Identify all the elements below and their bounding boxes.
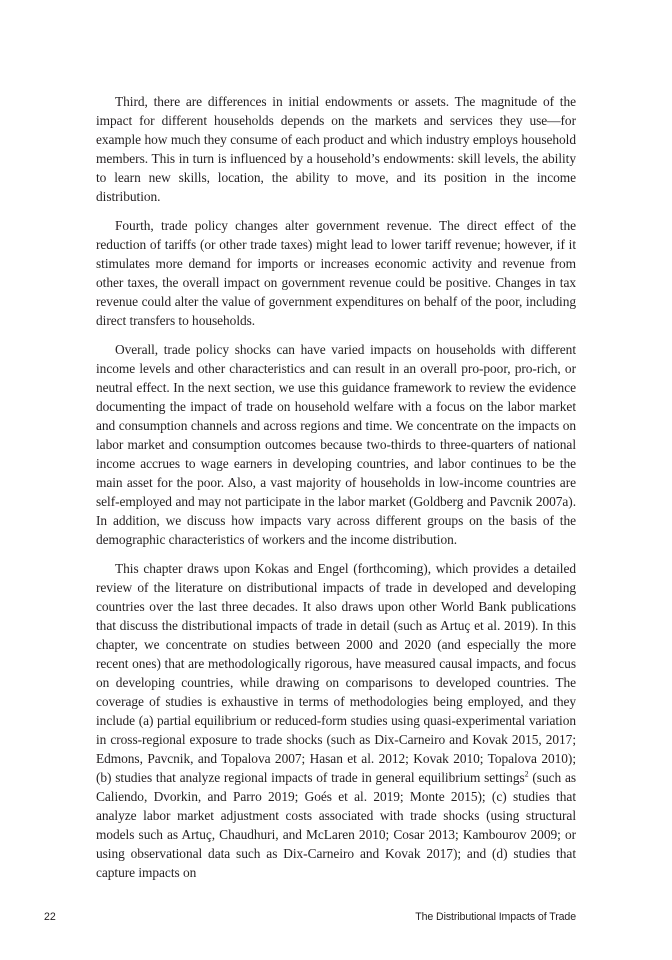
paragraph-government-revenue: Fourth, trade policy changes alter government revenue. The direct effect of the reduction of tariffs (or other trade taxes) might lead to lower tariff revenue; however, if it stimulates more demand for imports or increases economic activity and revenue from other taxes, the overall impact on government revenue could be positive. Changes in tax revenue could alter the value of government expenditures on behalf of the poor, including direct transfers to households. [96, 218, 576, 328]
body-text [96, 92, 576, 892]
paragraph-endowments: Third, there are differences in initial endowments or assets. The magnitude of the impact for different households depends on the markets and services they use—for example how much they consume of each product and which industry employs household members. This in turn is influenced by a household’s endowments: skill levels, the ability to learn new skills, location, the ability to move, and its position in the income distribution. [96, 94, 576, 204]
page-footer [40, 911, 576, 925]
running-title: The Distributional Impacts of Trade [415, 911, 576, 923]
paragraph-chapter-scope-text: This chapter draws upon Kokas and Engel (forthcoming), which provides a detailed review of the literature on distributional impacts of trade in developed and developing countries over the last three decades. It also draws upon other World Bank publications that discuss the distributional impacts of trade in detail (such as Artuç et al. 2019). In this chapter, we concentrate on studies between 2000 and 2020 (and especially the more recent ones) that are methodologically rigorous, have measured causal impacts, and focus on developing countries, while drawing on comparisons to developed countries. The coverage of studies is exhaustive in terms of methodologies being employed, and they include (a) partial equilibrium or reduced-form studies using quasi-experimental variation in cross-regional exposure to trade shocks (such as Dix-Carneiro and Kovak 2015, 2017; Edmons, Pavcnik, and Topalova 2007; Hasan et al. 2012; Kovak 2010; Topalova 2010); (b) studies that analyze regional impacts of trade in general equilibrium settings [96, 561, 576, 785]
paragraph-chapter-scope-continued: (such as Caliendo, Dvorkin, and Parro 2019; Goés et al. 2019; Monte 2015); (c) studies that analyze labor market adjustment costs associated with trade shocks (using structural models such as Artuç, Chaudhuri, and McLaren 2010; Cosar 2013; Kambourov 2009; or using observational data such as Dix-Carneiro and Kovak 2017); and (d) studies that capture impacts on [96, 770, 576, 880]
page-number: 22 [44, 911, 56, 923]
paragraph-overall-impacts: Overall, trade policy shocks can have varied impacts on households with different income levels and other characteristics and can result in an overall pro-poor, pro-rich, or neutral effect. In the next section, we use this guidance framework to review the evidence documenting the impact of trade on household welfare with a focus on the labor market and consumption channels and across regions and time. We concentrate on the impacts on labor market and consumption outcomes because two-thirds to three-quarters of national income accrues to wage earners in developing countries, and labor continues to be the main asset for the poor. Also, a vast majority of households in low-income countries are self-employed and may not participate in the labor market (Goldberg and Pavcnik 2007a). In addition, we discuss how impacts vary across different groups on the basis of the demographic characteristics of workers and the income distribution. [96, 342, 576, 547]
paragraph-chapter-scope [96, 559, 576, 882]
footnote-marker: 2 [524, 769, 529, 779]
